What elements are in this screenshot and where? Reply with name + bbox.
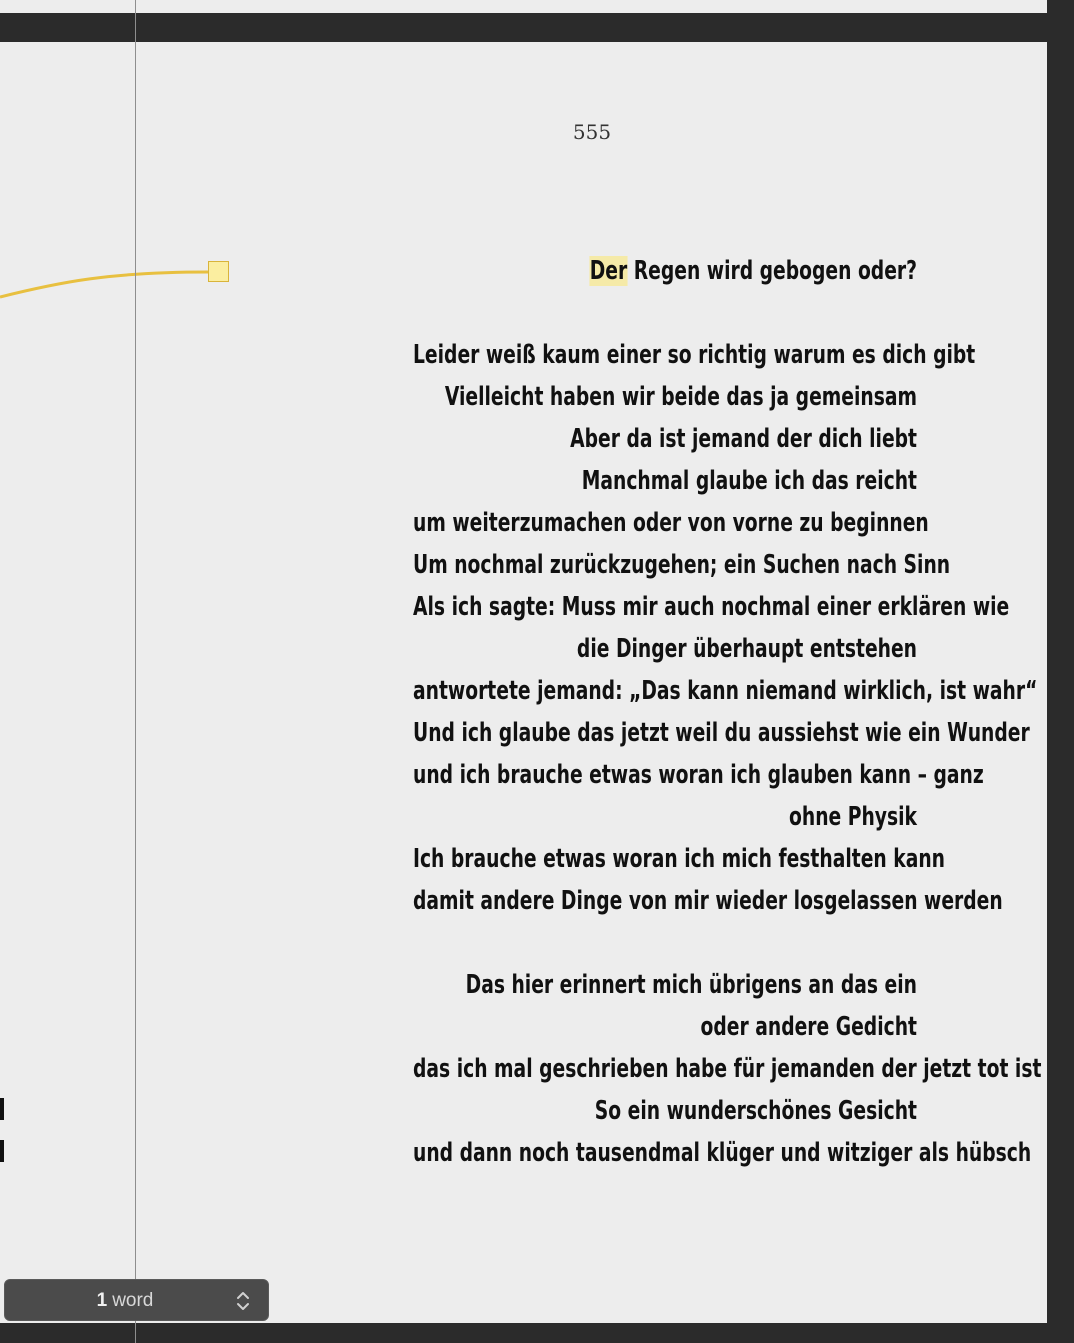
blank-line	[413, 922, 917, 964]
poem-title[interactable]	[413, 250, 917, 292]
comment-margin-divider	[135, 0, 136, 1343]
blank-line	[413, 292, 917, 334]
document-page[interactable]	[0, 42, 1047, 1323]
poem-line: ohne Physik	[789, 802, 917, 832]
poem-line: Um nochmal zurückzugehen; ein Suchen nach Sinn	[412, 550, 951, 580]
poem-line: Leider weiß kaum einer so richtig warum es dich gibt	[412, 340, 976, 370]
poem-line: Vielleicht haben wir beide das ja gemeinsam	[444, 382, 917, 412]
poem-line: die Dinger überhaupt entstehen	[576, 634, 917, 664]
poem-line: Aber da ist jemand der dich liebt	[570, 424, 917, 454]
poem-text[interactable]	[412, 250, 1042, 1174]
comment-anchor-icon[interactable]	[208, 261, 229, 282]
poem-line: Manchmal glaube ich das reicht	[581, 466, 917, 496]
poem-line: Und ich glaube das jetzt weil du aussiehst wie ein Wunder	[412, 718, 1030, 748]
stanza-1	[412, 334, 1038, 922]
poem-line: Ich brauche etwas woran ich mich festhalten kann	[412, 844, 945, 874]
poem-line: und ich brauche etwas woran ich glauben kann – ganz	[412, 760, 984, 790]
stanza-2	[412, 964, 1042, 1174]
page-number: 555	[572, 120, 612, 144]
previous-page-edge	[0, 0, 1047, 13]
poem-line: und dann noch tausendmal klüger und witziger als hübsch	[412, 1138, 1032, 1168]
word-count-selector[interactable]	[4, 1279, 269, 1321]
word-count-value: 1	[96, 1290, 108, 1311]
comment-connector-line	[0, 42, 240, 362]
poem-line: Als ich sagte: Muss mir auch nochmal einer erklären wie	[412, 592, 1010, 622]
poem-line: antwortete jemand: „Das kann niemand wirklich, ist wahr“	[412, 676, 1038, 706]
poem-line: oder andere Gedicht	[700, 1012, 917, 1042]
word-count-label	[5, 1290, 245, 1312]
poem-line: Das hier erinnert mich übrigens an das ein	[465, 970, 917, 1000]
poem-line: das ich mal geschrieben habe für jemanden der jetzt tot ist	[412, 1054, 1042, 1084]
poem-title-rest: Regen wird gebogen oder?	[627, 256, 917, 286]
poem-line: damit andere Dinge von mir wieder losgelassen werden	[412, 886, 1003, 916]
up-down-chevron-icon[interactable]	[236, 1289, 250, 1313]
poem-line: um weiterzumachen oder von vorne zu beginnen	[412, 508, 929, 538]
highlighted-word[interactable]: Der	[589, 256, 628, 286]
poem-line: So ein wunderschönes Gesicht	[594, 1096, 917, 1126]
word-count-unit: word	[112, 1290, 154, 1311]
cropped-text-fragment	[0, 1098, 4, 1120]
cropped-text-fragment	[0, 1140, 4, 1162]
